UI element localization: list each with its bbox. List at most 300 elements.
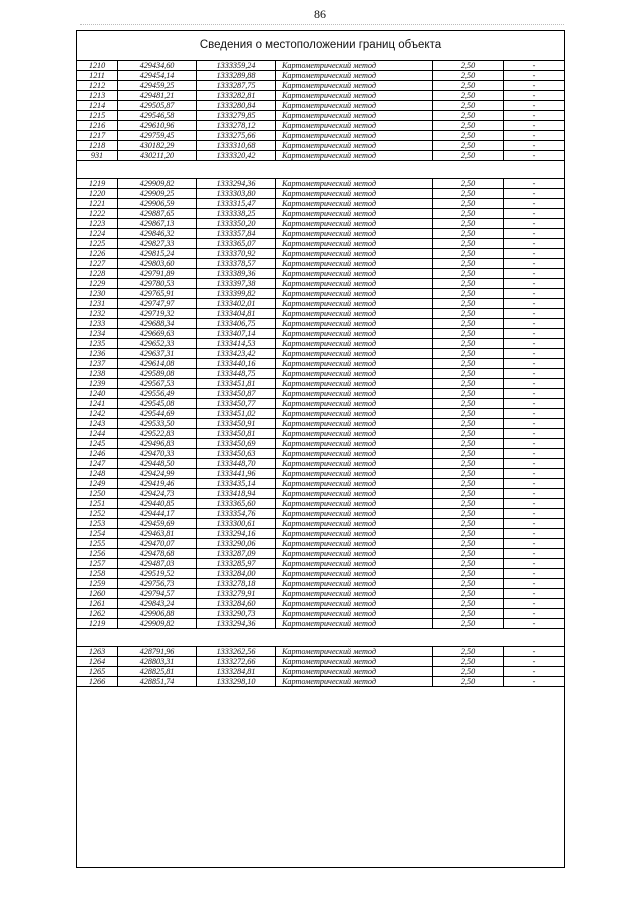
description-cell: -: [504, 509, 565, 519]
method-cell: Картометрический метод: [276, 529, 433, 539]
y-coordinate-cell: 1333423,42: [197, 349, 276, 359]
point-number-cell: 1257: [77, 559, 118, 569]
description-cell: -: [504, 379, 565, 389]
y-coordinate-cell: 1333280,84: [197, 101, 276, 111]
point-number-cell: 1219: [77, 179, 118, 189]
precision-cell: 2,50: [433, 579, 504, 589]
point-number-cell: 1245: [77, 439, 118, 449]
method-cell: Картометрический метод: [276, 349, 433, 359]
y-coordinate-cell: 1333450,87: [197, 389, 276, 399]
x-coordinate-cell: 429909,82: [118, 179, 197, 189]
precision-cell: 2,50: [433, 111, 504, 121]
table-row: [77, 579, 564, 589]
y-coordinate-cell: 1333435,14: [197, 479, 276, 489]
point-number-cell: 1221: [77, 199, 118, 209]
y-coordinate-cell: 1333354,76: [197, 509, 276, 519]
method-cell: Картометрический метод: [276, 179, 433, 189]
description-cell: -: [504, 299, 565, 309]
precision-cell: 2,50: [433, 399, 504, 409]
x-coordinate-cell: 430211,20: [118, 151, 197, 161]
x-coordinate-cell: 429669,63: [118, 329, 197, 339]
description-cell: -: [504, 239, 565, 249]
point-number-cell: 1242: [77, 409, 118, 419]
table-row: [77, 101, 564, 111]
table-row: [77, 647, 564, 657]
y-coordinate-cell: 1333284,81: [197, 667, 276, 677]
table-row: [77, 259, 564, 269]
point-number-cell: 1238: [77, 369, 118, 379]
method-cell: Картометрический метод: [276, 269, 433, 279]
y-coordinate-cell: 1333310,68: [197, 141, 276, 151]
description-cell: -: [504, 419, 565, 429]
description-cell: -: [504, 439, 565, 449]
y-coordinate-cell: 1333406,75: [197, 319, 276, 329]
y-coordinate-cell: 1333407,14: [197, 329, 276, 339]
method-cell: Картометрический метод: [276, 199, 433, 209]
description-cell: -: [504, 151, 565, 161]
description-cell: -: [504, 647, 565, 657]
y-coordinate-cell: 1333450,77: [197, 399, 276, 409]
description-cell: -: [504, 111, 565, 121]
x-coordinate-cell: 429719,32: [118, 309, 197, 319]
method-cell: Картометрический метод: [276, 289, 433, 299]
table-row: [77, 677, 564, 687]
table-row: [77, 569, 564, 579]
table-row: [77, 439, 564, 449]
method-cell: Картометрический метод: [276, 619, 433, 629]
point-number-cell: 1260: [77, 589, 118, 599]
y-coordinate-cell: 1333303,80: [197, 189, 276, 199]
x-coordinate-cell: 429765,91: [118, 289, 197, 299]
description-cell: -: [504, 329, 565, 339]
description-cell: -: [504, 199, 565, 209]
precision-cell: 2,50: [433, 599, 504, 609]
point-number-cell: 1237: [77, 359, 118, 369]
precision-cell: 2,50: [433, 121, 504, 131]
point-number-cell: 1212: [77, 81, 118, 91]
x-coordinate-cell: 429846,32: [118, 229, 197, 239]
point-number-cell: 1219: [77, 619, 118, 629]
x-coordinate-cell: 429567,53: [118, 379, 197, 389]
point-number-cell: 1222: [77, 209, 118, 219]
y-coordinate-cell: 1333450,69: [197, 439, 276, 449]
table-row: [77, 609, 564, 619]
table-row: [77, 209, 564, 219]
precision-cell: 2,50: [433, 549, 504, 559]
description-cell: -: [504, 369, 565, 379]
method-cell: Картометрический метод: [276, 71, 433, 81]
y-coordinate-cell: 1333451,81: [197, 379, 276, 389]
description-cell: -: [504, 179, 565, 189]
precision-cell: 2,50: [433, 619, 504, 629]
precision-cell: 2,50: [433, 369, 504, 379]
point-number-cell: 1226: [77, 249, 118, 259]
x-coordinate-cell: 429546,58: [118, 111, 197, 121]
precision-cell: 2,50: [433, 609, 504, 619]
method-cell: Картометрический метод: [276, 449, 433, 459]
precision-cell: 2,50: [433, 667, 504, 677]
y-coordinate-cell: 1333287,75: [197, 81, 276, 91]
description-cell: -: [504, 459, 565, 469]
precision-cell: 2,50: [433, 101, 504, 111]
x-coordinate-cell: 429756,73: [118, 579, 197, 589]
table-row: [77, 239, 564, 249]
x-coordinate-cell: 430182,29: [118, 141, 197, 151]
point-number-cell: 1259: [77, 579, 118, 589]
precision-cell: 2,50: [433, 151, 504, 161]
table-row: [77, 479, 564, 489]
x-coordinate-cell: 429440,85: [118, 499, 197, 509]
description-cell: -: [504, 229, 565, 239]
precision-cell: 2,50: [433, 479, 504, 489]
x-coordinate-cell: 429454,14: [118, 71, 197, 81]
x-coordinate-cell: 429803,60: [118, 259, 197, 269]
y-coordinate-cell: 1333404,81: [197, 309, 276, 319]
x-coordinate-cell: 429791,89: [118, 269, 197, 279]
point-number-cell: 1229: [77, 279, 118, 289]
description-cell: -: [504, 219, 565, 229]
precision-cell: 2,50: [433, 509, 504, 519]
point-number-cell: 1216: [77, 121, 118, 131]
boundary-table-sheet: [76, 30, 565, 868]
y-coordinate-cell: 1333451,02: [197, 409, 276, 419]
y-coordinate-cell: 1333287,09: [197, 549, 276, 559]
precision-cell: 2,50: [433, 389, 504, 399]
description-cell: -: [504, 319, 565, 329]
point-number-cell: 1227: [77, 259, 118, 269]
point-number-cell: 1215: [77, 111, 118, 121]
y-coordinate-cell: 1333284,00: [197, 569, 276, 579]
y-coordinate-cell: 1333402,01: [197, 299, 276, 309]
description-cell: -: [504, 657, 565, 667]
point-number-cell: 1251: [77, 499, 118, 509]
x-coordinate-cell: 429906,88: [118, 609, 197, 619]
x-coordinate-cell: 429906,59: [118, 199, 197, 209]
precision-cell: 2,50: [433, 647, 504, 657]
precision-cell: 2,50: [433, 249, 504, 259]
method-cell: Картометрический метод: [276, 439, 433, 449]
table-row: [77, 619, 564, 629]
coordinates-group: [77, 179, 564, 629]
method-cell: Картометрический метод: [276, 559, 433, 569]
point-number-cell: 1214: [77, 101, 118, 111]
description-cell: -: [504, 449, 565, 459]
description-cell: -: [504, 279, 565, 289]
y-coordinate-cell: 1333418,94: [197, 489, 276, 499]
x-coordinate-cell: 428803,31: [118, 657, 197, 667]
description-cell: -: [504, 589, 565, 599]
point-number-cell: 1220: [77, 189, 118, 199]
y-coordinate-cell: 1333282,81: [197, 91, 276, 101]
y-coordinate-cell: 1333370,92: [197, 249, 276, 259]
x-coordinate-cell: 429459,69: [118, 519, 197, 529]
method-cell: Картометрический метод: [276, 489, 433, 499]
method-cell: Картометрический метод: [276, 239, 433, 249]
table-row: [77, 599, 564, 609]
precision-cell: 2,50: [433, 657, 504, 667]
table-row: [77, 509, 564, 519]
method-cell: Картометрический метод: [276, 589, 433, 599]
precision-cell: 2,50: [433, 309, 504, 319]
precision-cell: 2,50: [433, 449, 504, 459]
description-cell: -: [504, 389, 565, 399]
method-cell: Картометрический метод: [276, 101, 433, 111]
description-cell: -: [504, 529, 565, 539]
method-cell: Картометрический метод: [276, 91, 433, 101]
precision-cell: 2,50: [433, 91, 504, 101]
x-coordinate-cell: 429487,03: [118, 559, 197, 569]
point-number-cell: 1244: [77, 429, 118, 439]
description-cell: -: [504, 549, 565, 559]
y-coordinate-cell: 1333284,60: [197, 599, 276, 609]
y-coordinate-cell: 1333440,16: [197, 359, 276, 369]
x-coordinate-cell: 429544,69: [118, 409, 197, 419]
x-coordinate-cell: 429747,97: [118, 299, 197, 309]
precision-cell: 2,50: [433, 519, 504, 529]
y-coordinate-cell: 1333320,42: [197, 151, 276, 161]
x-coordinate-cell: 429545,08: [118, 399, 197, 409]
x-coordinate-cell: 429424,99: [118, 469, 197, 479]
table-title: Сведения о местоположении границ объекта: [77, 31, 564, 61]
table-row: [77, 219, 564, 229]
table-row: [77, 189, 564, 199]
table-row: [77, 151, 564, 161]
point-number-cell: 1253: [77, 519, 118, 529]
precision-cell: 2,50: [433, 229, 504, 239]
point-number-cell: 1224: [77, 229, 118, 239]
y-coordinate-cell: 1333365,07: [197, 239, 276, 249]
method-cell: Картометрический метод: [276, 229, 433, 239]
description-cell: -: [504, 289, 565, 299]
description-cell: -: [504, 131, 565, 141]
table-row: [77, 667, 564, 677]
table-row: [77, 279, 564, 289]
method-cell: Картометрический метод: [276, 61, 433, 71]
point-number-cell: 1248: [77, 469, 118, 479]
x-coordinate-cell: 429444,17: [118, 509, 197, 519]
method-cell: Картометрический метод: [276, 209, 433, 219]
precision-cell: 2,50: [433, 179, 504, 189]
table-row: [77, 409, 564, 419]
point-number-cell: 1250: [77, 489, 118, 499]
x-coordinate-cell: 429434,60: [118, 61, 197, 71]
method-cell: Картометрический метод: [276, 219, 433, 229]
description-cell: -: [504, 189, 565, 199]
y-coordinate-cell: 1333399,82: [197, 289, 276, 299]
point-number-cell: 1217: [77, 131, 118, 141]
point-number-cell: 1263: [77, 647, 118, 657]
method-cell: Картометрический метод: [276, 579, 433, 589]
x-coordinate-cell: 429556,49: [118, 389, 197, 399]
description-cell: -: [504, 499, 565, 509]
method-cell: Картометрический метод: [276, 309, 433, 319]
description-cell: -: [504, 81, 565, 91]
method-cell: Картометрический метод: [276, 599, 433, 609]
y-coordinate-cell: 1333279,91: [197, 589, 276, 599]
method-cell: Картометрический метод: [276, 329, 433, 339]
y-coordinate-cell: 1333290,06: [197, 539, 276, 549]
method-cell: Картометрический метод: [276, 419, 433, 429]
point-number-cell: 1256: [77, 549, 118, 559]
table-row: [77, 449, 564, 459]
method-cell: Картометрический метод: [276, 469, 433, 479]
description-cell: -: [504, 569, 565, 579]
table-row: [77, 329, 564, 339]
y-coordinate-cell: 1333275,66: [197, 131, 276, 141]
x-coordinate-cell: 429519,52: [118, 569, 197, 579]
table-row: [77, 559, 564, 569]
point-number-cell: 1234: [77, 329, 118, 339]
precision-cell: 2,50: [433, 489, 504, 499]
precision-cell: 2,50: [433, 61, 504, 71]
description-cell: -: [504, 359, 565, 369]
point-number-cell: 1264: [77, 657, 118, 667]
description-cell: -: [504, 399, 565, 409]
method-cell: Картометрический метод: [276, 657, 433, 667]
y-coordinate-cell: 1333279,85: [197, 111, 276, 121]
description-cell: -: [504, 519, 565, 529]
point-number-cell: 1254: [77, 529, 118, 539]
precision-cell: 2,50: [433, 499, 504, 509]
method-cell: Картометрический метод: [276, 141, 433, 151]
precision-cell: 2,50: [433, 359, 504, 369]
description-cell: -: [504, 559, 565, 569]
precision-cell: 2,50: [433, 199, 504, 209]
method-cell: Картометрический метод: [276, 519, 433, 529]
page-number: 86: [314, 7, 326, 21]
table-row: [77, 459, 564, 469]
description-cell: -: [504, 101, 565, 111]
table-row: [77, 269, 564, 279]
x-coordinate-cell: 429610,96: [118, 121, 197, 131]
description-cell: -: [504, 489, 565, 499]
table-row: [77, 299, 564, 309]
precision-cell: 2,50: [433, 279, 504, 289]
y-coordinate-cell: 1333278,12: [197, 121, 276, 131]
x-coordinate-cell: 429867,13: [118, 219, 197, 229]
x-coordinate-cell: 429909,82: [118, 619, 197, 629]
precision-cell: 2,50: [433, 539, 504, 549]
method-cell: Картометрический метод: [276, 509, 433, 519]
point-number-cell: 1232: [77, 309, 118, 319]
point-number-cell: 1255: [77, 539, 118, 549]
table-row: [77, 349, 564, 359]
precision-cell: 2,50: [433, 289, 504, 299]
precision-cell: 2,50: [433, 419, 504, 429]
method-cell: Картометрический метод: [276, 111, 433, 121]
precision-cell: 2,50: [433, 189, 504, 199]
precision-cell: 2,50: [433, 349, 504, 359]
x-coordinate-cell: 429533,50: [118, 419, 197, 429]
description-cell: -: [504, 309, 565, 319]
method-cell: Картометрический метод: [276, 259, 433, 269]
table-row: [77, 657, 564, 667]
point-number-cell: 1228: [77, 269, 118, 279]
x-coordinate-cell: 429759,45: [118, 131, 197, 141]
description-cell: -: [504, 579, 565, 589]
description-cell: -: [504, 599, 565, 609]
x-coordinate-cell: 428791,96: [118, 647, 197, 657]
method-cell: Картометрический метод: [276, 459, 433, 469]
group-separator: [77, 161, 564, 179]
point-number-cell: 1225: [77, 239, 118, 249]
method-cell: Картометрический метод: [276, 549, 433, 559]
table-row: [77, 419, 564, 429]
x-coordinate-cell: 429463,81: [118, 529, 197, 539]
y-coordinate-cell: 1333300,61: [197, 519, 276, 529]
table-row: [77, 309, 564, 319]
point-number-cell: 1233: [77, 319, 118, 329]
table-row: [77, 179, 564, 189]
method-cell: Картометрический метод: [276, 339, 433, 349]
x-coordinate-cell: 429478,68: [118, 549, 197, 559]
precision-cell: 2,50: [433, 569, 504, 579]
description-cell: -: [504, 141, 565, 151]
table-row: [77, 111, 564, 121]
y-coordinate-cell: 1333294,16: [197, 529, 276, 539]
y-coordinate-cell: 1333285,97: [197, 559, 276, 569]
precision-cell: 2,50: [433, 409, 504, 419]
precision-cell: 2,50: [433, 439, 504, 449]
method-cell: Картометрический метод: [276, 569, 433, 579]
method-cell: Картометрический метод: [276, 499, 433, 509]
point-number-cell: 1266: [77, 677, 118, 687]
table-row: [77, 141, 564, 151]
table-row: [77, 519, 564, 529]
description-cell: -: [504, 429, 565, 439]
method-cell: Картометрический метод: [276, 319, 433, 329]
precision-cell: 2,50: [433, 379, 504, 389]
method-cell: Картометрический метод: [276, 677, 433, 687]
precision-cell: 2,50: [433, 269, 504, 279]
precision-cell: 2,50: [433, 319, 504, 329]
method-cell: Картометрический метод: [276, 479, 433, 489]
coordinates-group: [77, 61, 564, 161]
x-coordinate-cell: 429470,33: [118, 449, 197, 459]
header-divider: [80, 24, 564, 25]
precision-cell: 2,50: [433, 469, 504, 479]
table-row: [77, 399, 564, 409]
table-row: [77, 131, 564, 141]
method-cell: Картометрический метод: [276, 667, 433, 677]
description-cell: -: [504, 339, 565, 349]
table-row: [77, 71, 564, 81]
method-cell: Картометрический метод: [276, 647, 433, 657]
x-coordinate-cell: 428851,74: [118, 677, 197, 687]
method-cell: Картометрический метод: [276, 249, 433, 259]
y-coordinate-cell: 1333365,60: [197, 499, 276, 509]
description-cell: -: [504, 71, 565, 81]
description-cell: -: [504, 269, 565, 279]
precision-cell: 2,50: [433, 429, 504, 439]
table-row: [77, 549, 564, 559]
table-row: [77, 499, 564, 509]
x-coordinate-cell: 429424,73: [118, 489, 197, 499]
x-coordinate-cell: 429688,34: [118, 319, 197, 329]
x-coordinate-cell: 429470,07: [118, 539, 197, 549]
method-cell: Картометрический метод: [276, 609, 433, 619]
description-cell: -: [504, 677, 565, 687]
point-number-cell: 1210: [77, 61, 118, 71]
precision-cell: 2,50: [433, 219, 504, 229]
point-number-cell: 1262: [77, 609, 118, 619]
table-row: [77, 589, 564, 599]
x-coordinate-cell: 429827,33: [118, 239, 197, 249]
table-row: [77, 489, 564, 499]
y-coordinate-cell: 1333294,36: [197, 619, 276, 629]
precision-cell: 2,50: [433, 677, 504, 687]
precision-cell: 2,50: [433, 209, 504, 219]
